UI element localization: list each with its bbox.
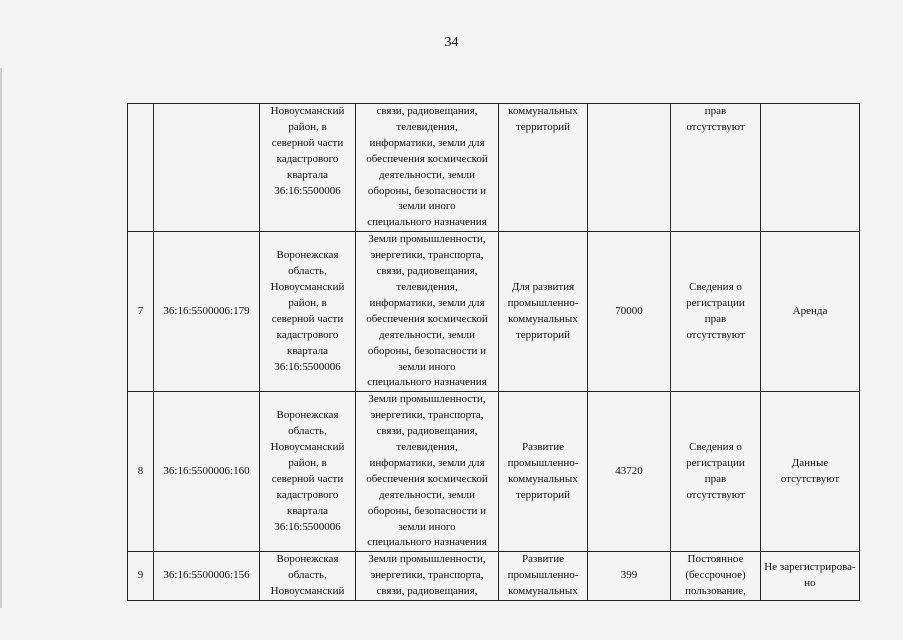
row-number-cell: 8 (128, 392, 154, 552)
cell-text-line: энергетики, транспорта, (370, 569, 484, 582)
cell-text-line: деятельности, земли (378, 168, 476, 181)
cell-text-line: промышленно- (507, 569, 579, 582)
location-cell (260, 232, 356, 392)
cell-text-line: территорий (515, 488, 570, 501)
cell-text-line: регистрации (686, 456, 745, 469)
cell-text-line: Данные (791, 456, 829, 469)
cell-text-line: область, (288, 425, 327, 438)
cell-text-line: (бессрочное) (685, 569, 746, 582)
cell-text-line: Развитие (521, 441, 564, 454)
cell-text-line: энергетики, транспорта, (370, 249, 484, 262)
cell-text-line: Новоусманский (270, 105, 345, 117)
cell-text-line: Воронежская (276, 409, 339, 422)
location-cell (260, 104, 356, 232)
cell-text-line: земли иного (398, 200, 456, 213)
area-cell (588, 104, 671, 232)
area-cell: 70000 (588, 232, 671, 392)
cell-text-line: северной части (271, 136, 344, 149)
cell-text-line: Новоусманский (270, 585, 345, 598)
cell-text-line: коммунальных (508, 312, 578, 325)
area-cell: 399 (588, 552, 671, 601)
cell-text-line: деятельности, земли (378, 488, 476, 501)
cell-text-line: информатики, земли для (369, 296, 485, 309)
cell-text-line: специального назначения (367, 536, 487, 549)
cell-text-line: Сведения о (689, 280, 742, 293)
cell-text-line: 36:16:5500006 (274, 184, 341, 197)
cell-text-line: информатики, земли для (369, 456, 485, 469)
cell-text-line: энергетики, транспорта, (370, 409, 484, 422)
cell-text-line: отсутствуют (686, 488, 745, 501)
cell-text-line: северной части (271, 472, 344, 485)
cell-text-line: район, в (288, 120, 327, 133)
cell-text-line: телевидения, (396, 441, 458, 454)
row-number-cell: 7 (128, 232, 154, 392)
cell-text-line: земли иного (398, 520, 456, 533)
cell-text-line: Новоусманский (270, 441, 345, 454)
cell-text-line: Для развития (511, 280, 575, 293)
cell-text-line: квартала (287, 168, 328, 181)
rights-cell (671, 552, 761, 601)
cell-text-line: телевидения, (396, 120, 458, 133)
cell-text-line: территорий (515, 120, 570, 133)
table-row (128, 552, 860, 601)
cell-text-line: область, (288, 265, 327, 278)
land-category-cell (356, 392, 499, 552)
cell-text-line: квартала (287, 344, 328, 357)
cell-text-line: кадастрового (276, 328, 339, 341)
cell-text-line: связи, радиовещания, (376, 105, 478, 117)
cell-text-line: отсутствуют (686, 120, 745, 133)
cell-text-line: обеспечения космической (366, 472, 488, 485)
cell-text-line: специального назначения (367, 376, 487, 389)
cell-text-line: обороны, безопасности и (367, 184, 487, 197)
cell-text-line: промышленно- (507, 296, 579, 309)
cell-text-line: регистрации (686, 296, 745, 309)
encumbrance-cell: Аренда (761, 232, 860, 392)
cell-text-line: коммунальных (508, 585, 578, 598)
cell-text-line: северной части (271, 312, 344, 325)
cell-text-line: пользование, (685, 585, 746, 598)
encumbrance-cell (761, 552, 860, 601)
location-cell (260, 392, 356, 552)
land-category-cell (356, 232, 499, 392)
cadastral-number-cell: 36:16:5500006:160 (154, 392, 260, 552)
cell-text-line: Земли промышленности, (368, 553, 486, 566)
cell-text-line: Земли промышленности, (368, 233, 486, 246)
cell-text-line: обеспечения космической (366, 152, 488, 165)
page-number: 34 (444, 35, 459, 50)
permitted-use-cell (499, 392, 588, 552)
row-number-cell (128, 104, 154, 232)
cell-text-line: связи, радиовещания, (376, 585, 478, 598)
cell-text-line: связи, радиовещания, (376, 425, 478, 438)
cell-text-line: кадастрового (276, 488, 339, 501)
cell-text-line: прав (704, 105, 727, 117)
row-number-cell: 9 (128, 552, 154, 601)
cell-text-line: телевидения, (396, 280, 458, 293)
cell-text-line: информатики, земли для (369, 136, 485, 149)
cell-text-line: прав (704, 472, 727, 485)
cell-text-line: Развитие (521, 553, 564, 566)
cell-text-line: деятельности, земли (378, 328, 476, 341)
cell-text-line: Новоусманский (270, 280, 345, 293)
cell-text-line: специального назначения (367, 216, 487, 229)
area-cell: 43720 (588, 392, 671, 552)
cell-text-line: земли иного (398, 360, 456, 373)
encumbrance-cell (761, 104, 860, 232)
cell-text-line: Земли промышленности, (368, 393, 486, 406)
land-category-cell (356, 104, 499, 232)
land-category-cell (356, 552, 499, 601)
rights-cell (671, 232, 761, 392)
table-row (128, 232, 860, 392)
cell-text-line: область, (288, 569, 327, 582)
cell-text-line: район, в (288, 456, 327, 469)
cell-text-line: Воронежская (276, 249, 339, 262)
cell-text-line: связи, радиовещания, (376, 265, 478, 278)
encumbrance-cell (761, 392, 860, 552)
scan-edge-mark (0, 68, 2, 608)
table-row (128, 104, 860, 232)
permitted-use-cell (499, 552, 588, 601)
cell-text-line: прав (704, 312, 727, 325)
permitted-use-cell (499, 104, 588, 232)
cell-text-line: Сведения о (689, 441, 742, 454)
land-parcels-table (127, 103, 860, 601)
cell-text-line: отсутствуют (780, 472, 840, 485)
cell-text-line: коммунальных (508, 105, 578, 117)
cell-text-line: Воронежская (276, 553, 339, 566)
cell-text-line: кадастрового (276, 152, 339, 165)
cell-text-line: обеспечения космической (366, 312, 488, 325)
rights-cell (671, 392, 761, 552)
cell-text-line: территорий (515, 328, 570, 341)
cell-text-line: отсутствуют (686, 328, 745, 341)
rights-cell (671, 104, 761, 232)
table-row (128, 392, 860, 552)
cell-text-line: коммунальных (508, 472, 578, 485)
cell-text-line: 36:16:5500006 (274, 520, 341, 533)
cell-text-line: Не зарегистрирова- (764, 561, 856, 574)
cadastral-number-cell: 36:16:5500006:156 (154, 552, 260, 601)
cell-text-line: но (804, 577, 816, 590)
cell-text-line: промышленно- (507, 456, 579, 469)
cell-text-line: район, в (288, 296, 327, 309)
cell-text-line: обороны, безопасности и (367, 504, 487, 517)
cell-text-line: 36:16:5500006 (274, 360, 341, 373)
cell-text-line: обороны, безопасности и (367, 344, 487, 357)
location-cell (260, 552, 356, 601)
cadastral-number-cell (154, 104, 260, 232)
permitted-use-cell (499, 232, 588, 392)
cell-text-line: Постоянное (687, 553, 744, 566)
cadastral-number-cell: 36:16:5500006:179 (154, 232, 260, 392)
cell-text-line: квартала (287, 504, 328, 517)
